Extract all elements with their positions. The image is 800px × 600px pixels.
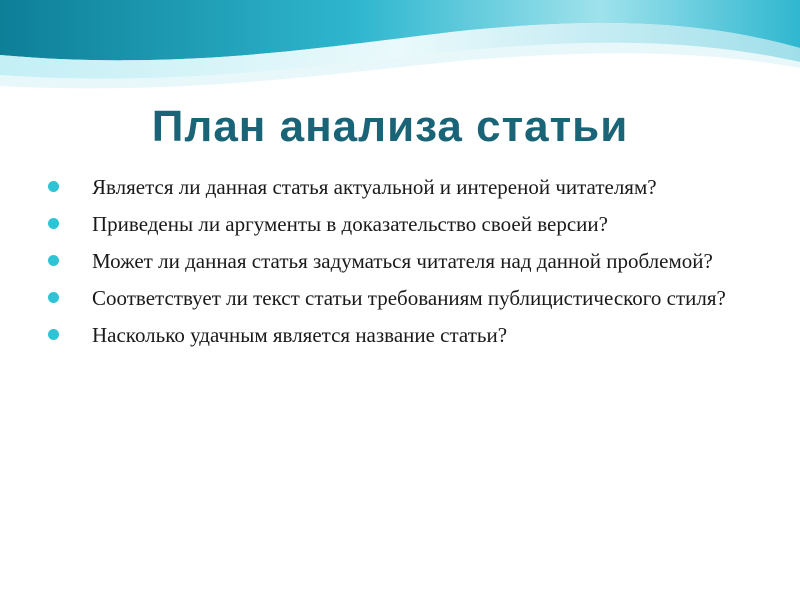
list-item <box>44 283 744 313</box>
list-item <box>44 246 744 276</box>
bullet-icon <box>48 218 59 229</box>
list-item-text: Является ли данная статья актуальной и интереной читателям? <box>92 175 657 199</box>
list-item-text: Насколько удачным является название статьи? <box>92 323 508 347</box>
bullet-icon <box>48 255 59 266</box>
slide-title: План анализа статьи <box>151 102 629 151</box>
bullet-icon <box>48 292 59 303</box>
list-item-text: Может ли данная статья задуматься читателя над данной проблемой? <box>92 249 713 273</box>
bullet-icon <box>48 329 59 340</box>
list-item-text: Соответствует ли текст статьи требованиям публицистического стиля? <box>92 286 726 310</box>
list-item-text: Приведены ли аргументы в доказательство своей версии? <box>92 212 608 236</box>
bullet-list <box>44 172 744 357</box>
bullet-icon <box>48 181 59 192</box>
list-item <box>44 172 744 202</box>
header-wave-decoration <box>0 0 800 110</box>
list-item <box>44 320 744 350</box>
list-item <box>44 209 744 239</box>
